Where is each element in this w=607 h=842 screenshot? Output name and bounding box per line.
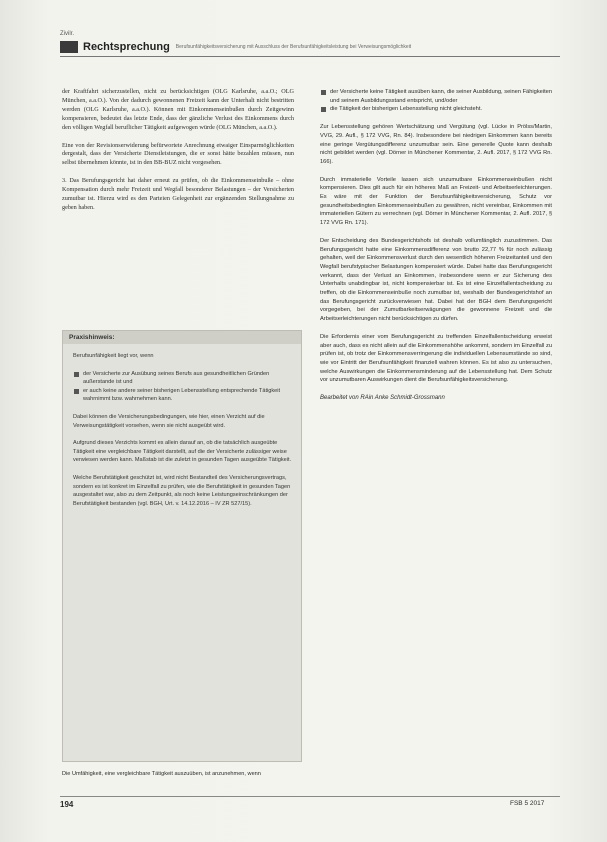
section-marker — [60, 41, 78, 53]
practice-note-heading: Praxishinweis: — [63, 331, 301, 344]
list-item: der Versicherte keine Tätigkeit ausüben kann, die seiner Ausbildung, seinen Fähigkeiten und seinem Ausbildungsstand entspricht, und/oder — [320, 88, 552, 105]
list-item: er auch keine andere seiner bisherigen Lebensstellung entsprechende Tätigkeit wahrnimmt bzw. wahrnehmen kann. — [73, 387, 293, 404]
right-paragraph-1: Zur Lebensstellung gehören Wertschätzung und Vergütung (vgl. Lücke in Prölss/Martin, VVG, 29. Aufl., § 172 VVG, Rn. 84). Insbesondere bei niedrigen Einkommen kann bereits eine geringe Vergütungsdifferenz unzumutbar sein. Eine generelle Quote kann deshalb nicht gebildet werden (vgl. Dörner in Münchener Kommentar, 2. Aufl. 2017, § 172 VVG Rn. 166). — [320, 124, 552, 165]
left-paragraph-3: 3. Das Berufungsgericht hat daher erneut zu prüfen, ob die Einkommenseinbuße – ohne Kompensation durch mehr Freizeit und Wegfall besonderer Belastungen – der Versicherten zumutbar ist. Hierzu wird es den Parteien Gelegenheit zur ergänzenden Stellungnahme zu geben haben. — [62, 177, 294, 211]
practice-note-paragraph: Aufgrund dieses Verzichts kommt es allein darauf an, ob die tatsächlich ausgeübte Tätigkeit eine vergleichbare Tätigkeit darstellt, auf die der Versicherte zulässiger weise verwiesen werden kann. Maßstab ist die zuletzt in gesunden Tagen ausgeübte Tätigkeit. — [73, 440, 292, 464]
practice-note-box — [62, 330, 302, 762]
left-paragraph-2: Eine von der Revisionserwiderung befürwortete Anrechnung etwaiger Einsparmöglichkeiten dergestalt, dass der Versicherte Dienstleistungen, die er sonst hätte bezahlen müssen, nun selbst übernehmen könnte, ist in den BB-BUZ nicht vorgesehen. — [62, 141, 294, 167]
list-item: die Tätigkeit der bisherigen Lebensstellung nicht gleichsteht. — [320, 105, 552, 114]
right-paragraph-3: Der Entscheidung des Bundesgerichtshofs ist deshalb vollumfänglich zuzustimmen. Das Berufungsgericht hatte eine Einkommensdifferenz von brutto 22,77 % für noch zulässig gehalten, weil der Einkommensverlust durch den wesentlich höheren Freizeitanteil und den Wegfall berufstypischer Belastungen kompensiert würde. Dabei hatte das Berufungsgericht verkannt, dass der Verlust an Einkommen, insbesondere wenn er zur Sicherung des Unterhalts unabdingbar ist, nicht kompensierbar ist. Es ist eine Einzelfallentscheidung zu treffen, ob die Einkommenseinbuße noch zumutbar ist, weshalb der Bundesgerichtshof an das Berufungsgericht zurückverwiesen hat. Dabei hat der BGH dem Berufungsgericht vorgegeben, bei der Zumutbarkeitserwägungen die gewonnene Freizeit und die Arbeitserleichterungen nicht berücksichtigen zu dürfen. — [320, 237, 552, 323]
right-paragraph-4: Die Erfordernis einer vom Berufungsgericht zu treffenden Einzelfallentscheidung erweist aber auch, dass es nicht allein auf die Einkommenshöhe ankommt, sondern im Einzelfall zu prüfen ist, ob trotz der Einkommensverringerung die individuellen Lebensumstände so sind, wie vor Eintritt der Berufsunfähigkeit finanziell wahren können. Es ist also zu untersuchen, welche Auswirkungen die Einkommensminderung auf die Lebensstellung hat. Dem Schutz vor unzumutbaren Auswirkungen dient die Berufsunfähigkeitsversicherung. — [320, 333, 552, 384]
list-item: der Versicherte zur Ausübung seines Berufs aus gesundheitlichen Gründen außerstande ist und — [73, 370, 293, 387]
section-subtitle: Berufsunfähigkeitsversicherung mit Ausschluss der Berufsunfähigkeitsleistung bei Verweisungsmöglichkeit — [175, 44, 412, 50]
page-number: 194 — [60, 800, 74, 809]
left-column — [62, 88, 294, 222]
section-header — [60, 40, 560, 57]
right-paragraph-2: Durch immaterielle Vorteile lassen sich unzumutbare Einkommenseinbußen nicht kompensieren. Dies gilt auch für ein höheres Maß an Freizeit- und Arbeitserleichterungen. Es wäre mit der Funktion der Berufsunfähigkeitsversicherung, Schutz vor gesundheitsbedingten Einkommenseinbußen zu gewähren, nicht vereinbar, Einkommen mit immateriellen Gütern zu verrechnen (vgl. Dörner in Münchener Kommentar, 2. Aufl. 2017, § 172 VVG Rn. 171). — [320, 176, 552, 227]
practice-note-list — [73, 370, 293, 404]
section-title: Rechtsprechung — [83, 41, 170, 53]
left-paragraph-1: der Kraftfahrt sicherzustellen, nicht zu berücksichtigen (OLG Karlsruhe, a.a.O.; OLG München, a.a.O.). Von der dadurch gewonnenen Freizeit kann der Unterhalt nicht bestritten werden (OLG Karlsruhe, a.a.O.). Können mit Einkommenseinbußen durch Zeitgewinn kompensieren, bedeutet das letzte Ende, dass der gänzliche Verlust des Einkommens durch den völligen Wegfall beruflicher Tätigkeit aufgewogen würde (OLG München, a.a.O.). — [62, 88, 294, 131]
practice-note-paragraph: Welche Berufstätigkeit geschützt ist, wird nicht Bestandteil des Versicherungsvertrags, sondern es ist konkret im Einzelfall zu prüfen, wie die Berufstätigkeit in gesunden Tagen ausgestaltet war, also zu dem Zeitpunkt, als noch keine Leistungseinschränkungen der Berufstätigkeit bestanden (vgl. BGH, Urt. v. 14.12.2016 – IV ZR 527/15). — [73, 474, 291, 507]
practice-note-paragraph: Dabei können die Versicherungsbedingungen, wie hier, einen Verzicht auf die Verweisungstätigkeit vorsehen, wenn sie nicht ausgeübt wird. — [73, 413, 265, 429]
running-head: Zivilr. — [60, 31, 74, 37]
journal-reference: FSB 5 2017 — [510, 800, 545, 807]
footer-rule — [60, 796, 560, 797]
practice-note-continuation: Die Umfähigkeit, eine vergleichbare Tätigkeit auszuüben, ist anzunehmen, wenn — [62, 771, 261, 777]
right-list — [320, 88, 552, 114]
practice-note-intro: Berufsunfähigkeit liegt vor, wenn — [73, 353, 154, 359]
right-column — [320, 88, 552, 403]
author-line: Bearbeitet von RAin Anke Schmidt-Grossmann — [320, 395, 445, 402]
